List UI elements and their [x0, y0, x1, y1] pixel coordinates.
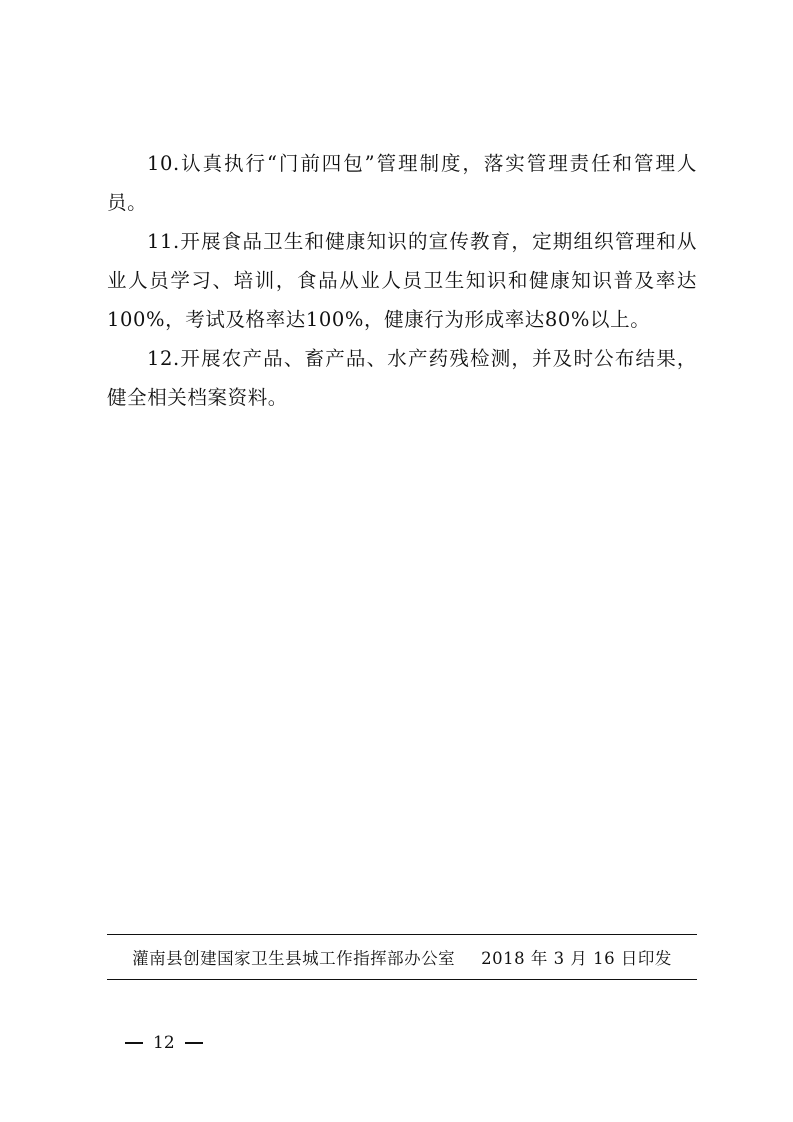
issuing-organization: 灌南县创建国家卫生县城工作指挥部办公室 [132, 949, 456, 968]
paragraph-item-11: 11.开展食品卫生和健康知识的宣传教育，定期组织管理和从业人员学习、培训，食品从业人员卫生知识和健康知识普及率达100%，考试及格率达100%，健康行为形成率达80%以上。 [107, 230, 697, 331]
paragraph-item-10: 10.认真执行“门前四包”管理制度，落实管理责任和管理人员。 [107, 152, 697, 214]
imprint-bar [107, 934, 697, 980]
issue-date: 2018 年 3 月 16 日印发 [481, 949, 672, 968]
right-dash [185, 1042, 203, 1044]
page-number: 12 [153, 1033, 175, 1053]
page-footer [125, 1033, 203, 1053]
document-body [107, 144, 697, 417]
paragraph-item-12: 12.开展农产品、畜产品、水产药残检测，并及时公布结果，健全相关档案资料。 [107, 347, 697, 409]
left-dash [125, 1042, 143, 1044]
